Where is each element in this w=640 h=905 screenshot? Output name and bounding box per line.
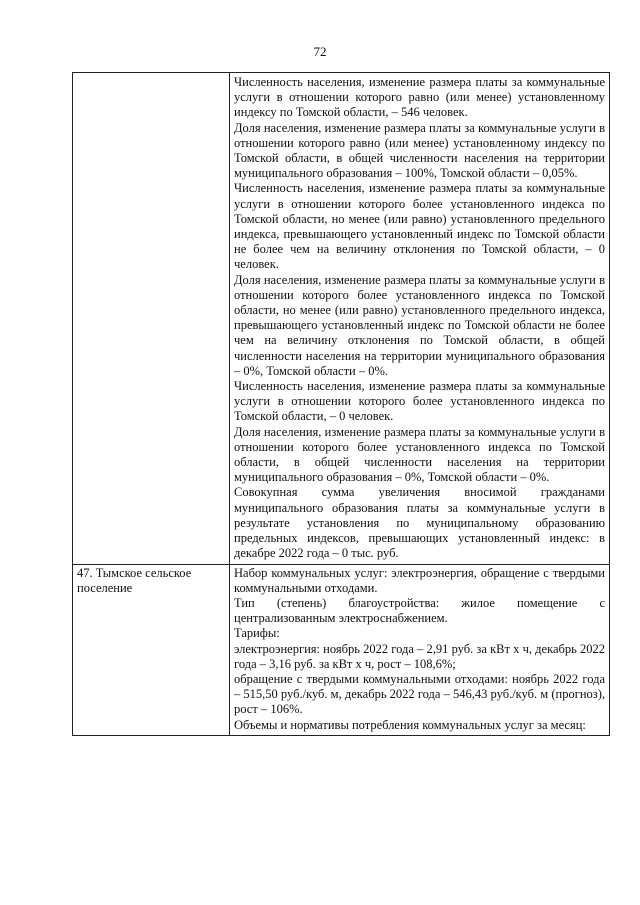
paragraph: Объемы и нормативы потребления коммунальных услуг за месяц: xyxy=(234,717,586,732)
paragraph: Совокупная сумма увеличения вносимой гражданами муниципального образования платы за коммунальные услуги в результате установления по муниципальному образованию предельных индексов, превышающих установленный индекс: в декабре 2022 года – 0 тыс. руб. xyxy=(234,485,605,561)
paragraph: Численность населения, изменение размера платы за коммунальные услуги в отношении которого более установленного индекса по Томской области, но менее (или равно) установленного предельного индекса, превышающего установленный индекс по Томской области не более чем на величину отклонения по Томской области, – 0 человек. xyxy=(234,181,605,272)
document-table xyxy=(72,72,610,736)
table-row xyxy=(73,564,610,735)
paragraph: Доля населения, изменение размера платы за коммунальные услуги в отношении которого более установленного индекса по Томской области, в общей численности населения на территории муниципального образования – 0%, Томской области – 0%. xyxy=(234,424,605,485)
municipality-cell: 47. Тымское сельское поселение xyxy=(73,564,230,735)
paragraph: Тарифы: xyxy=(234,626,280,641)
table-row xyxy=(73,73,610,565)
municipality-cell xyxy=(73,73,230,565)
paragraph: Численность населения, изменение размера платы за коммунальные услуги в отношении которого более установленного индекса по Томской области, – 0 человек. xyxy=(234,379,605,424)
paragraph: Численность населения, изменение размера платы за коммунальные услуги в отношении которого равно (или менее) установленному индексу по Томской области, – 546 человек. xyxy=(234,75,605,120)
paragraph: Доля населения, изменение размера платы за коммунальные услуги в отношении которого более установленного индекса по Томской области, но менее (или равно) установленного предельного индекса, превышающего установленный индекс по Томской области не более чем на величину отклонения по Томской области, в общей численности населения на территории муниципального образования – 0%, Томской области – 0%. xyxy=(234,272,605,378)
paragraph: Доля населения, изменение размера платы за коммунальные услуги в отношении которого равно (или менее) установленному индексу по Томской области, в общей численности населения на территории муниципального образования – 100%, Томской области – 0,05%. xyxy=(234,120,605,181)
paragraph: Набор коммунальных услуг: электроэнергия, обращение с твердыми коммунальными отходами. xyxy=(234,565,605,595)
paragraph: Тип (степень) благоустройства: жилое помещение с централизованным электроснабжением. xyxy=(234,595,605,626)
indicators-cell xyxy=(230,73,610,565)
indicators-cell xyxy=(230,564,610,735)
page-number: 72 xyxy=(313,44,327,59)
paragraph: электроэнергия: ноябрь 2022 года – 2,91 руб. за кВт х ч, декабрь 2022 года – 3,16 руб. за кВт х ч, рост – 108,6%; xyxy=(234,641,605,671)
paragraph: обращение с твердыми коммунальными отходами: ноябрь 2022 года – 515,50 руб./куб. м, декабрь 2022 года – 546,43 руб./куб. м (прогноз), рост – 106%. xyxy=(234,671,605,717)
